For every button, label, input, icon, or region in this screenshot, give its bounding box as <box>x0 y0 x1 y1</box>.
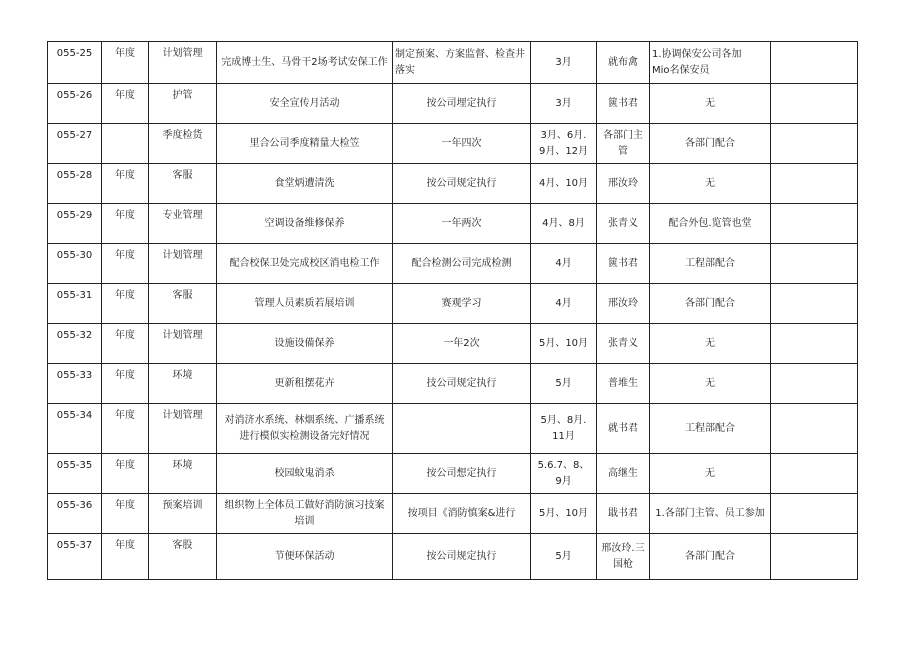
table-row <box>48 534 858 580</box>
category-cell: 客股 <box>149 534 217 580</box>
note-cell <box>650 164 771 204</box>
note-line: 1.协调保安公司各加 <box>652 48 742 60</box>
note-cell <box>650 244 771 284</box>
content-line: 组织物上全体员工做好消防演习技案 <box>224 499 385 511</box>
note-line: 无 <box>705 177 715 189</box>
extra-cell <box>771 124 858 164</box>
content-line: 里合公司季度精量大检笠 <box>249 137 360 149</box>
content-cell <box>217 204 393 244</box>
period-cell: 年度 <box>102 454 149 494</box>
time-cell <box>531 494 597 534</box>
note-cell <box>650 324 771 364</box>
method-line: 一年2次 <box>443 337 480 349</box>
period-cell: 年度 <box>102 364 149 404</box>
person-cell <box>597 244 650 284</box>
method-cell <box>393 42 531 84</box>
period-cell: 年度 <box>102 534 149 580</box>
content-cell <box>217 494 393 534</box>
time-line: 11月 <box>552 430 575 442</box>
period-cell: 年度 <box>102 84 149 124</box>
category-cell: 计划管理 <box>149 404 217 454</box>
content-line: 食堂炳遭清洗 <box>274 177 335 189</box>
schedule-table-body <box>48 42 858 580</box>
content-cell <box>217 324 393 364</box>
task-id-cell: 055-31 <box>48 284 102 324</box>
person-line: 邢汝玲 <box>608 177 638 189</box>
note-cell <box>650 204 771 244</box>
person-line: 篋书君 <box>608 257 638 269</box>
period-cell: 年度 <box>102 324 149 364</box>
period-cell: 年度 <box>102 164 149 204</box>
note-line: 各部门配合 <box>685 137 735 149</box>
period-cell: 年度 <box>102 42 149 84</box>
table-row <box>48 42 858 84</box>
period-cell: 年度 <box>102 494 149 534</box>
task-id-cell: 055-33 <box>48 364 102 404</box>
time-line: 3月 <box>555 56 572 68</box>
method-cell <box>393 324 531 364</box>
method-cell <box>393 454 531 494</box>
schedule-table <box>47 41 858 580</box>
content-cell <box>217 284 393 324</box>
time-cell <box>531 164 597 204</box>
time-line: 4月、8月 <box>542 217 585 229</box>
content-line: 安全宣传月活动 <box>269 97 340 109</box>
table-row <box>48 454 858 494</box>
method-line: 按项目《消防慎案&进行 <box>407 507 516 519</box>
person-line: 普堆生 <box>608 377 638 389</box>
method-line: 一年四次 <box>441 137 482 149</box>
person-line: 戢书君 <box>608 507 638 519</box>
note-line: 1.各部门主管、员工参加 <box>655 507 765 519</box>
extra-cell <box>771 494 858 534</box>
time-cell <box>531 124 597 164</box>
content-cell <box>217 534 393 580</box>
note-cell <box>650 124 771 164</box>
time-cell <box>531 84 597 124</box>
category-cell: 客服 <box>149 164 217 204</box>
person-line: 高继生 <box>608 467 638 479</box>
table-row <box>48 494 858 534</box>
period-cell: 年度 <box>102 404 149 454</box>
note-line: 无 <box>705 97 715 109</box>
content-cell <box>217 42 393 84</box>
person-line: 邢汝玲 <box>608 297 638 309</box>
person-line: 各部门主 <box>603 129 643 141</box>
task-id-cell: 055-32 <box>48 324 102 364</box>
method-line: 按公司想定执行 <box>426 467 497 479</box>
method-line: 落实 <box>395 64 415 76</box>
extra-cell <box>771 244 858 284</box>
extra-cell <box>771 324 858 364</box>
task-id-cell: 055-37 <box>48 534 102 580</box>
person-line: 邢汝玲.三 <box>601 542 645 554</box>
content-line: 对消济水系统、林烟系统、广播系统 <box>224 414 385 426</box>
extra-cell <box>771 84 858 124</box>
category-cell: 客服 <box>149 284 217 324</box>
category-cell: 预案培训 <box>149 494 217 534</box>
task-id-cell: 055-25 <box>48 42 102 84</box>
method-line: 按公司规定执行 <box>426 177 497 189</box>
time-line: 9月、12月 <box>538 145 589 157</box>
method-line: 制定预案、方案监督、检查井 <box>395 48 525 60</box>
note-cell <box>650 494 771 534</box>
method-line: 按公司埋定执行 <box>426 97 497 109</box>
extra-cell <box>771 284 858 324</box>
method-cell <box>393 494 531 534</box>
note-line: 各部门配合 <box>685 550 735 562</box>
extra-cell <box>771 404 858 454</box>
time-cell <box>531 244 597 284</box>
person-line: 张青义 <box>608 337 638 349</box>
time-cell <box>531 534 597 580</box>
method-line: 赛观学习 <box>441 297 482 309</box>
person-cell <box>597 164 650 204</box>
note-line: Mio名保安员 <box>652 64 710 76</box>
task-id-cell: 055-26 <box>48 84 102 124</box>
content-cell <box>217 454 393 494</box>
method-line: 按公司规定执行 <box>426 550 497 562</box>
extra-cell <box>771 164 858 204</box>
note-line: 配合外包.览管也堂 <box>668 217 752 229</box>
task-id-cell: 055-36 <box>48 494 102 534</box>
table-row <box>48 124 858 164</box>
method-cell <box>393 204 531 244</box>
time-line: 9月 <box>555 475 572 487</box>
task-id-cell: 055-27 <box>48 124 102 164</box>
extra-cell <box>771 534 858 580</box>
method-cell <box>393 124 531 164</box>
category-cell: 专业管理 <box>149 204 217 244</box>
note-cell <box>650 364 771 404</box>
note-cell <box>650 42 771 84</box>
person-cell <box>597 204 650 244</box>
person-cell <box>597 284 650 324</box>
note-line: 无 <box>705 467 715 479</box>
method-cell <box>393 84 531 124</box>
time-line: 5月、10月 <box>538 337 589 349</box>
time-cell <box>531 42 597 84</box>
time-cell <box>531 204 597 244</box>
note-line: 无 <box>705 337 715 349</box>
content-line: 更新租摆花卉 <box>274 377 335 389</box>
time-line: 5.6.7、8、 <box>537 459 590 471</box>
person-cell <box>597 454 650 494</box>
task-id-cell: 055-29 <box>48 204 102 244</box>
method-cell <box>393 164 531 204</box>
person-line: 就布禽 <box>608 56 638 68</box>
table-row <box>48 404 858 454</box>
person-cell <box>597 124 650 164</box>
extra-cell <box>771 454 858 494</box>
content-line: 设施设備保养 <box>274 337 335 349</box>
extra-cell <box>771 42 858 84</box>
person-cell <box>597 494 650 534</box>
person-cell <box>597 324 650 364</box>
category-cell: 计划管理 <box>149 42 217 84</box>
content-line: 空调设备维修保养 <box>264 217 345 229</box>
person-line: 篋书君 <box>608 97 638 109</box>
time-line: 3月 <box>555 97 572 109</box>
method-cell <box>393 284 531 324</box>
note-cell <box>650 284 771 324</box>
note-line: 工程部配合 <box>685 257 735 269</box>
time-line: 4月、10月 <box>538 177 589 189</box>
person-line: 国枪 <box>613 558 633 570</box>
task-id-cell: 055-28 <box>48 164 102 204</box>
table-row <box>48 364 858 404</box>
person-cell <box>597 42 650 84</box>
person-line: 管 <box>618 145 628 157</box>
time-line: 5月 <box>555 377 572 389</box>
time-line: 5月、10月 <box>538 507 589 519</box>
person-cell <box>597 534 650 580</box>
table-row <box>48 84 858 124</box>
content-cell <box>217 244 393 284</box>
period-cell: 年度 <box>102 284 149 324</box>
period-cell: 年度 <box>102 244 149 284</box>
category-cell: 计划管理 <box>149 244 217 284</box>
time-cell <box>531 404 597 454</box>
time-line: 5月、8月. <box>540 414 587 426</box>
method-cell <box>393 364 531 404</box>
content-cell <box>217 364 393 404</box>
note-cell <box>650 84 771 124</box>
table-row <box>48 244 858 284</box>
content-cell <box>217 404 393 454</box>
note-line: 各部门配合 <box>685 297 735 309</box>
method-line: 配合检测公司完成检测 <box>411 257 512 269</box>
content-line: 配合校保卫处完成校区消电检工作 <box>229 257 380 269</box>
time-cell <box>531 324 597 364</box>
note-line: 工程部配合 <box>685 422 735 434</box>
content-cell <box>217 164 393 204</box>
method-cell <box>393 244 531 284</box>
time-cell <box>531 454 597 494</box>
content-line: 校园蚊鬼消杀 <box>274 467 335 479</box>
method-line: 技公司规定执行 <box>426 377 497 389</box>
period-cell: 年度 <box>102 204 149 244</box>
note-line: 无 <box>705 377 715 389</box>
note-cell <box>650 404 771 454</box>
content-line: 完成博士生、马骨干2场考试安保工作 <box>221 56 388 68</box>
category-cell: 环境 <box>149 364 217 404</box>
task-id-cell: 055-35 <box>48 454 102 494</box>
time-line: 3月、6月. <box>540 129 587 141</box>
extra-cell <box>771 204 858 244</box>
person-line: 就书君 <box>608 422 638 434</box>
content-line: 培训 <box>294 515 315 527</box>
person-cell <box>597 404 650 454</box>
method-cell <box>393 404 531 454</box>
content-line: 进行模似实检测设备完好情况 <box>239 430 370 442</box>
person-line: 张青义 <box>608 217 638 229</box>
time-line: 5月 <box>555 550 572 562</box>
period-cell <box>102 124 149 164</box>
person-cell <box>597 84 650 124</box>
person-cell <box>597 364 650 404</box>
category-cell: 护管 <box>149 84 217 124</box>
extra-cell <box>771 364 858 404</box>
time-cell <box>531 364 597 404</box>
table-row <box>48 164 858 204</box>
category-cell: 季度检货 <box>149 124 217 164</box>
task-id-cell: 055-30 <box>48 244 102 284</box>
content-line: 管理人员素质若展培训 <box>254 297 355 309</box>
table-row <box>48 324 858 364</box>
table-row <box>48 284 858 324</box>
time-line: 4月 <box>555 257 572 269</box>
method-line: 一年两次 <box>441 217 482 229</box>
time-line: 4月 <box>555 297 572 309</box>
note-cell <box>650 454 771 494</box>
time-cell <box>531 284 597 324</box>
content-line: 节便环保活动 <box>274 550 335 562</box>
category-cell: 计划管理 <box>149 324 217 364</box>
table-row <box>48 204 858 244</box>
category-cell: 环境 <box>149 454 217 494</box>
note-cell <box>650 534 771 580</box>
method-cell <box>393 534 531 580</box>
task-id-cell: 055-34 <box>48 404 102 454</box>
content-cell <box>217 124 393 164</box>
content-cell <box>217 84 393 124</box>
